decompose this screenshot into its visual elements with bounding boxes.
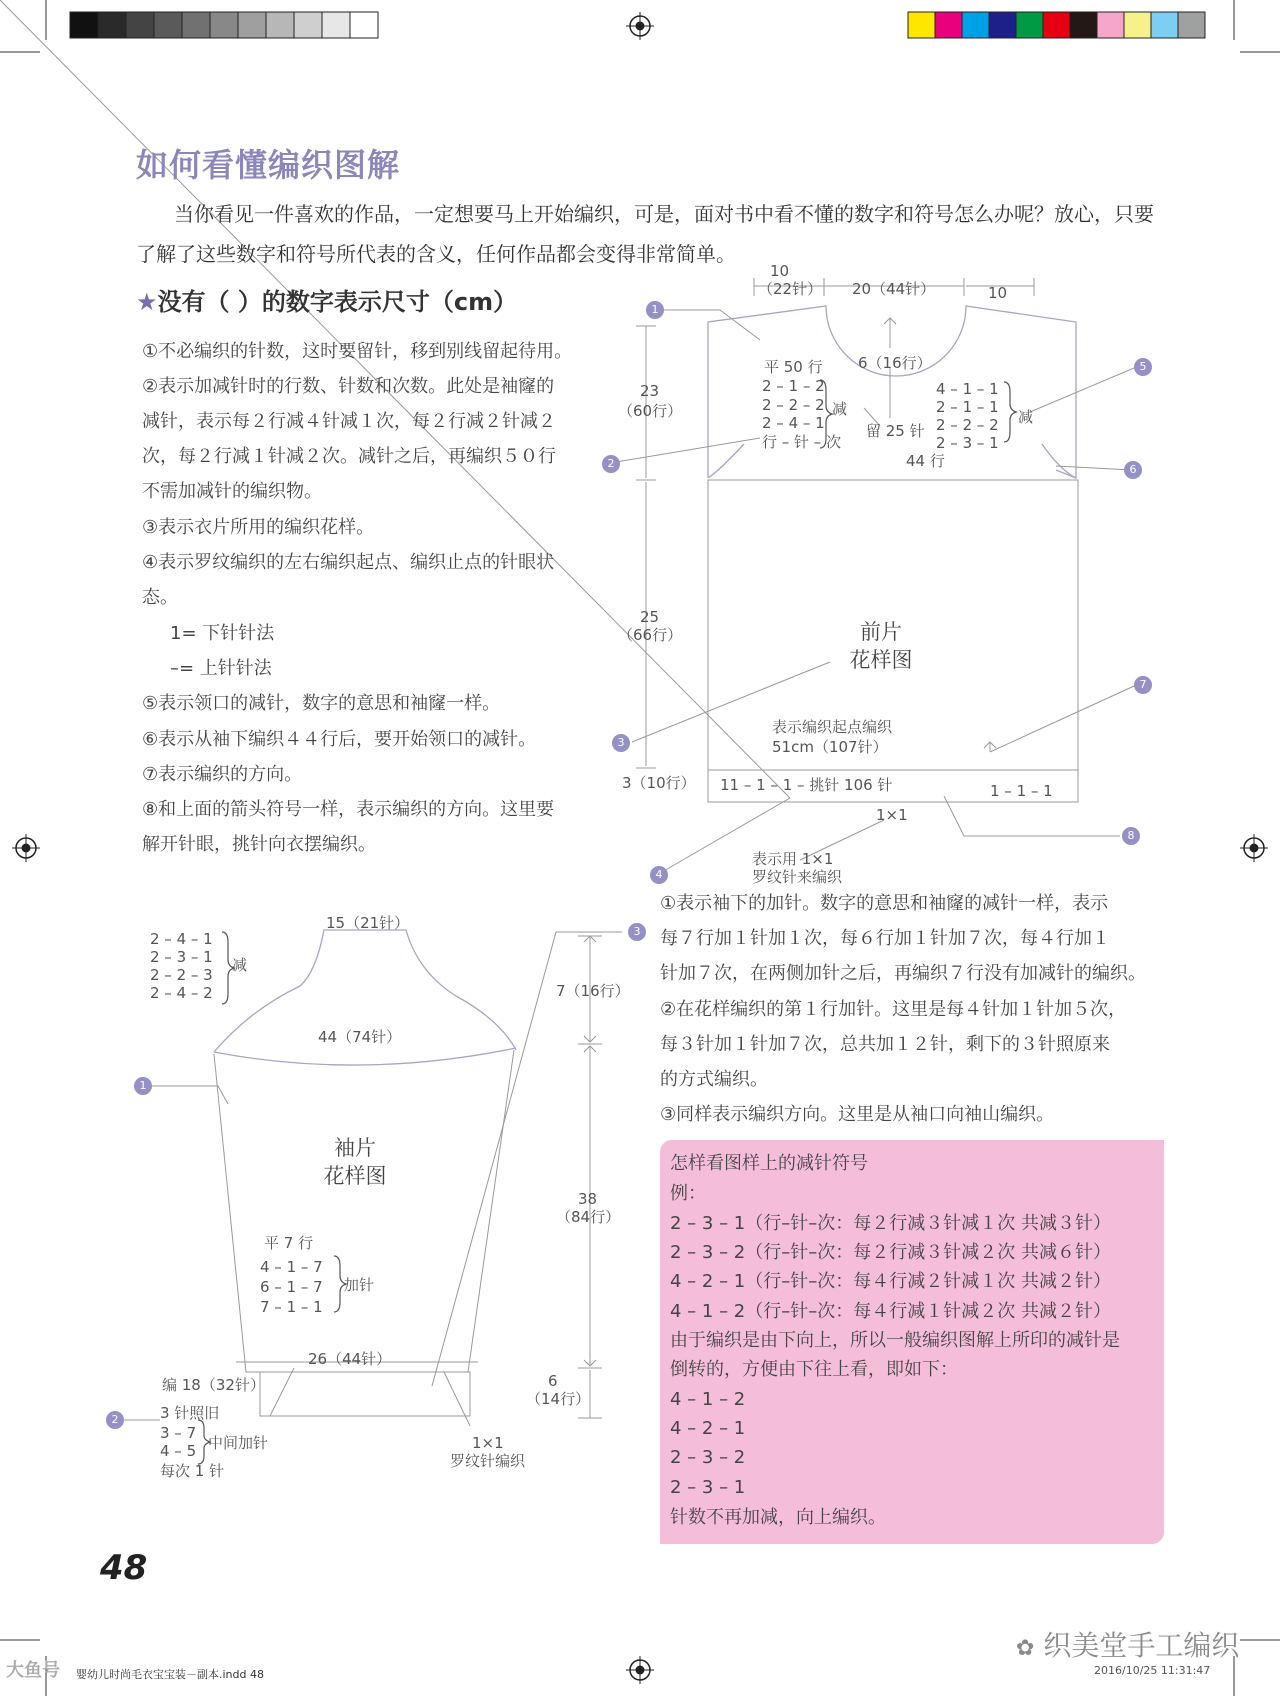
color-swatch	[126, 12, 154, 38]
color-swatch	[1043, 12, 1070, 38]
left-note-10: –= 上针针法	[170, 658, 272, 679]
print-datestamp: 2016/10/25 11:31:47	[1094, 1664, 1211, 1677]
front-dim-shoulder: 10	[770, 262, 790, 280]
pink-line-11: 2 – 3 – 2	[670, 1447, 746, 1468]
corner-logo: 大鱼号	[6, 1660, 60, 1681]
rib-note-2: 罗纹针来编织	[752, 868, 843, 886]
front-start-width: 51cm（107针）	[772, 738, 888, 756]
page-title: 如何看懂编织图解	[136, 146, 401, 184]
color-swatch	[70, 12, 98, 38]
right-note-1: ①表示袖下的加针。数字的意思和袖窿的减针一样，表示	[660, 893, 1109, 914]
marker-1: 1	[646, 301, 664, 319]
sleeve-rib-2: 罗纹针编织	[450, 1452, 526, 1470]
sleeve-h3-cm: 6	[548, 1372, 558, 1390]
front-h1-cm: 23	[640, 382, 660, 400]
front-h2-rows: （66行）	[618, 626, 683, 644]
watermark	[1016, 1624, 1239, 1664]
marker-2: 2	[602, 455, 620, 473]
sleeve-marker-3: 3	[628, 923, 646, 941]
sleeve-rib-1: 1×1	[472, 1434, 504, 1452]
pink-line-5: 4 – 2 – 1（行–针–次：每４行减２针减１次 共减２针）	[670, 1271, 1111, 1292]
color-swatch	[935, 12, 962, 38]
registration-mark-bottom	[626, 1656, 654, 1684]
front-h3: 3（10行）	[622, 774, 696, 792]
right-note-7: ③同样表示编织方向。这里是从袖口向袖山编织。	[660, 1104, 1055, 1125]
left-note-11: ⑤表示领口的减针，数字的意思和袖窿一样。	[142, 693, 501, 714]
marker-5: 5	[1134, 358, 1152, 376]
color-swatch	[989, 12, 1016, 38]
armhole-legend: 行 – 针 – 次	[762, 433, 842, 451]
neck-dec-4: 2 – 3 – 1	[936, 434, 999, 452]
color-swatch	[350, 12, 378, 38]
mid-inc-4: 每次 1 针	[160, 1462, 225, 1480]
file-slug: 婴幼儿时尚毛衣宝宝装－副本.indd 48	[76, 1668, 264, 1681]
marker-4: 4	[650, 866, 668, 884]
left-note-1: ①不必编织的针数，这时要留针，移到别线留起待用。	[142, 341, 573, 362]
watermark-text: 织美堂手工编织	[1043, 1629, 1240, 1662]
section-heading	[136, 282, 517, 317]
front-label	[836, 618, 926, 674]
process-color-bar	[908, 12, 1205, 38]
armhole-dec-1: 2 – 1 – 2	[762, 377, 825, 395]
front-dim-shoulder-sts: （22针）	[758, 280, 823, 298]
sleeve-inc-1: 4 – 1 – 7	[260, 1258, 323, 1276]
pink-line-2: 例：	[670, 1183, 706, 1204]
sleeve-cap-top: 15（21针）	[326, 914, 410, 932]
page-number: 48	[100, 1548, 148, 1588]
pink-line-1: 怎样看图样上的减针符号	[670, 1153, 868, 1174]
cap-dec-2: 2 – 3 – 1	[150, 948, 213, 966]
front-h1-rows: （60行）	[618, 402, 683, 420]
left-note-4: 次，每２行减１针减２次。减针之后，再编织５０行	[142, 446, 556, 467]
right-note-5: 每３针加１针加７次，总共加１２针，剩下的３针照原来	[660, 1034, 1110, 1055]
armhole-flat: 平 50 行	[764, 358, 823, 376]
right-note-6: 的方式编织。	[660, 1069, 768, 1090]
armhole-dec-2: 2 – 2 – 2	[762, 396, 825, 414]
color-swatch	[210, 12, 238, 38]
neck-dec-word: 减	[1018, 408, 1034, 426]
cap-dec-4: 2 – 4 – 2	[150, 984, 213, 1002]
left-note-13: ⑦表示编织的方向。	[142, 764, 303, 785]
mid-inc-word: 中间加针	[208, 1434, 269, 1452]
left-note-3: 减针，表示每２行减４针减１次，每２行减２针减２	[142, 411, 556, 432]
front-dimension-lines	[636, 278, 1034, 768]
pink-line-6: 4 – 1 – 2（行–针–次：每４行减１针减２次 共减２针）	[670, 1301, 1111, 1322]
armhole-dec-3: 2 – 4 – 1	[762, 414, 825, 432]
front-rib-pickup: 11 – 1 – 1 – 挑针 106 针	[720, 776, 893, 794]
sleeve-flat-rows: 平 7 行	[264, 1234, 314, 1252]
front-neck-depth: 6（16行）	[858, 354, 932, 372]
section-heading-text: 没有（ ）的数字表示尺寸（cm）	[157, 288, 518, 316]
sleeve-inc-word: 加针	[344, 1276, 375, 1294]
sleeve-inc-3: 7 – 1 – 1	[260, 1298, 323, 1316]
front-label-line1: 前片	[860, 620, 902, 644]
left-note-6: ③表示衣片所用的编织花样。	[142, 517, 375, 538]
sleeve-cuff-width: 26（44针）	[308, 1350, 392, 1368]
color-swatch	[322, 12, 350, 38]
color-swatch	[98, 12, 126, 38]
left-note-12: ⑥表示从袖下编织４４行后，要开始领口的减针。	[142, 729, 537, 750]
pink-line-7: 由于编织是由下向上，所以一般编织图解上所印的减针是	[670, 1330, 1120, 1351]
sleeve-h3-rows: （14行）	[526, 1390, 591, 1408]
front-rib-right: 1 – 1 – 1	[990, 782, 1053, 800]
sleeve-marker-1: 1	[134, 1077, 152, 1095]
left-note-5: 不需加减针的编织物。	[142, 481, 322, 502]
neck-dec-2: 2 – 1 – 1	[936, 398, 999, 416]
cap-dec-3: 2 – 2 – 3	[150, 966, 213, 984]
armhole-dec-word: 减	[832, 400, 848, 418]
sleeve-inc-2: 6 – 1 – 7	[260, 1278, 323, 1296]
sleeve-label-line1: 袖片	[334, 1136, 376, 1160]
left-note-9: 1= 下针针法	[170, 623, 275, 644]
cap-dec-1: 2 – 4 – 1	[150, 930, 213, 948]
front-start-note: 表示编织起点编织	[772, 718, 893, 736]
color-swatch	[1097, 12, 1124, 38]
mid-inc-2: 3 – 7	[160, 1424, 197, 1442]
left-note-15: 解开针眼，挑针向衣摆编织。	[142, 834, 376, 855]
front-h2-cm: 25	[640, 608, 660, 626]
marker-7: 7	[1134, 676, 1152, 694]
color-swatch	[1151, 12, 1178, 38]
sleeve-width: 44（74针）	[318, 1028, 402, 1046]
left-note-7: ④表示罗纹编织的左右编织起点、编织止点的针眼状	[142, 552, 555, 573]
pink-line-13: 针数不再加减，向上编织。	[670, 1507, 886, 1528]
registration-mark-left	[12, 834, 40, 862]
front-dim-right-shoulder: 10	[988, 284, 1008, 302]
leave-stitches: 留 25 针	[866, 422, 925, 440]
front-dim-neck-width: 20（44针）	[852, 280, 936, 298]
color-swatch	[238, 12, 266, 38]
neck-dec-1: 4 – 1 – 1	[936, 380, 999, 398]
color-swatch	[182, 12, 210, 38]
wechat-icon: ✿	[1016, 1636, 1035, 1661]
color-swatch	[1016, 12, 1043, 38]
color-swatch	[266, 12, 294, 38]
left-note-8: 态。	[142, 587, 178, 608]
star-icon: ★	[136, 288, 158, 316]
right-note-2: 每７行加１针加１次，每６行加１针加７次，每４行加１	[660, 928, 1110, 949]
color-swatch	[1124, 12, 1151, 38]
pink-line-4: 2 – 3 – 2（行–针–次：每２行减３针减２次 共减６针）	[670, 1242, 1111, 1263]
sleeve-label	[310, 1134, 400, 1190]
neck-dec-3: 2 – 2 – 2	[936, 416, 999, 434]
sleeve-h1: 7（16行）	[556, 982, 630, 1000]
pink-line-9: 4 – 1 – 2	[670, 1389, 746, 1410]
sleeve-dimension-lines	[578, 936, 602, 1418]
pink-line-12: 2 – 3 – 1	[670, 1477, 746, 1498]
right-note-3: 针加７次，在两侧加针之后，再编织７行没有加减针的编织。	[660, 963, 1146, 984]
sleeve-h2-rows: （84行）	[556, 1208, 621, 1226]
sleeve-cast-on: 编 18（32针）	[162, 1376, 265, 1394]
pink-line-3: 2 – 3 – 1（行–针–次：每２行减３针减１次 共减３针）	[670, 1213, 1111, 1234]
mid-inc-3: 4 – 5	[160, 1442, 197, 1460]
front-label-line2: 花样图	[849, 648, 913, 672]
left-note-2: ②表示加减针时的行数、针数和次数。此处是袖窿的	[142, 376, 555, 397]
registration-mark-top	[626, 12, 654, 40]
color-swatch	[908, 12, 935, 38]
sleeve-marker-2: 2	[106, 1411, 124, 1429]
cap-dec-word: 减	[232, 956, 248, 974]
sleeve-label-line2: 花样图	[323, 1164, 387, 1188]
sleeve-h2-cm: 38	[578, 1190, 598, 1208]
registration-mark-right	[1240, 834, 1268, 862]
rib-note-1: 表示用 1×1	[752, 850, 834, 868]
left-note-14: ⑧和上面的箭头符号一样，表示编织的方向。这里要	[142, 799, 555, 820]
intro-paragraph: 当你看见一件喜欢的作品，一定想要马上开始编织，可是，面对书中看不懂的数字和符号怎么办呢？放心，只要了解了这些数字和符号所代表的含义，任何作品都会变得非常简单。	[136, 202, 1154, 266]
gray-color-bar	[70, 12, 378, 38]
front-rib-word: 1×1	[876, 806, 908, 824]
marker-6: 6	[1124, 461, 1142, 479]
mid-inc-1: 3 针照旧	[160, 1404, 220, 1422]
pink-line-10: 4 – 2 – 1	[670, 1418, 746, 1439]
marker-3: 3	[612, 734, 630, 752]
marker-8: 8	[1122, 827, 1140, 845]
right-note-4: ②在花样编织的第１行加针。这里是每４针加１针加５次，	[660, 999, 1127, 1020]
color-swatch	[1070, 12, 1097, 38]
color-swatch	[1178, 12, 1205, 38]
rows-44: 44 行	[906, 452, 945, 470]
color-swatch	[154, 12, 182, 38]
pink-line-8: 倒转的，方便由下往上看，即如下：	[670, 1359, 958, 1380]
color-swatch	[962, 12, 989, 38]
color-swatch	[294, 12, 322, 38]
